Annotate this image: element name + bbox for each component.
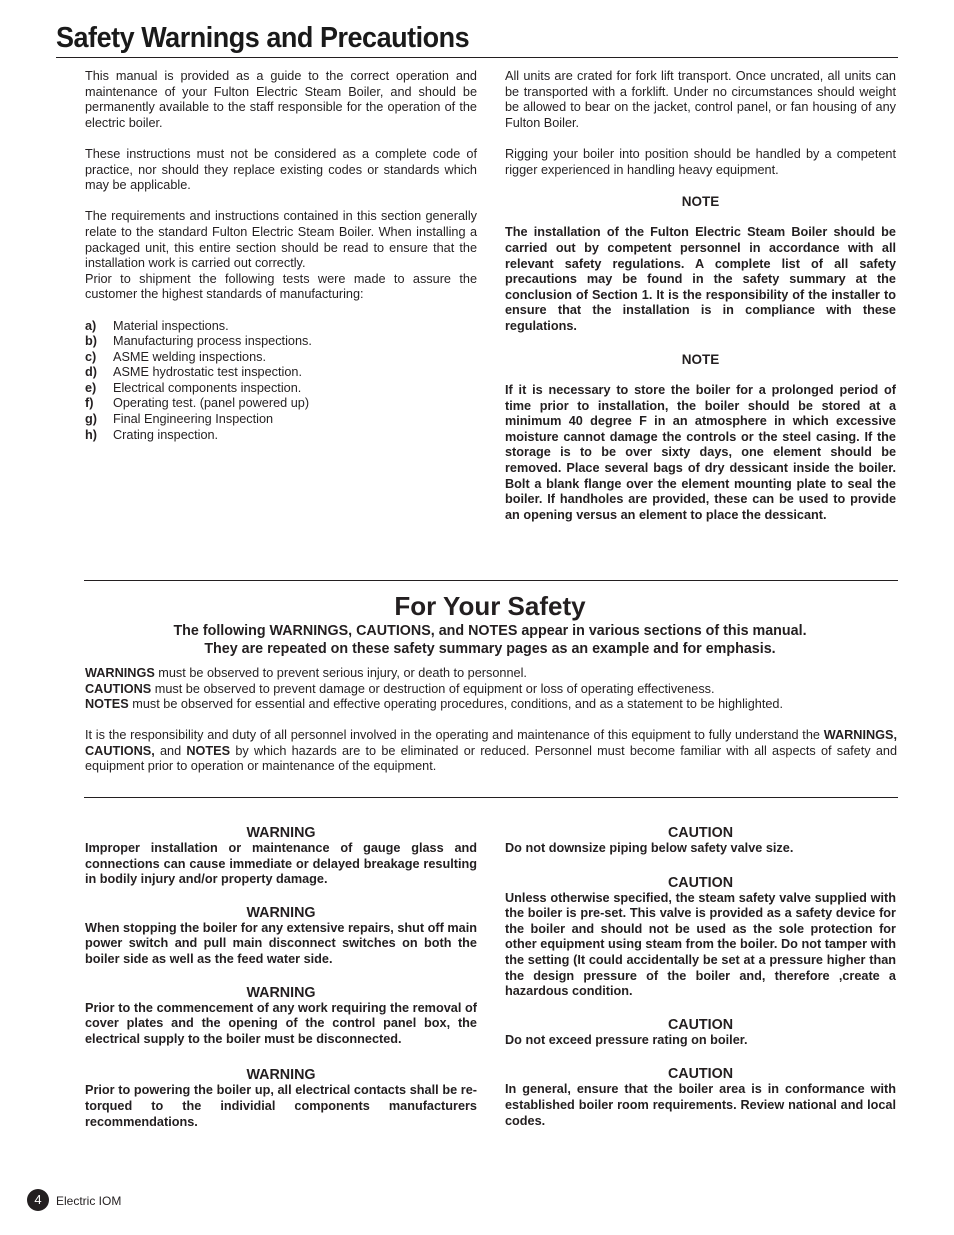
list-item-label: d) (85, 365, 97, 380)
warning-heading: WARNING (246, 1067, 316, 1084)
warnings-definition (85, 666, 897, 682)
list-item-text: Final Engineering Inspection (113, 412, 274, 427)
caution-item (505, 825, 896, 857)
safety-section-title: For Your Safety (394, 591, 586, 621)
intro-right-column (505, 69, 896, 539)
crating-paragraph: All units are crated for fork lift transport. Once uncrated, all units can be transported with a forklift. Under no circumstances should weight be allowed to bear on the jacket, control panel, or fan housing of any Fulton Boiler. (505, 69, 896, 130)
warning-heading: WARNING (246, 825, 316, 841)
list-item-text: ASME welding inspections. (113, 349, 267, 364)
cautions-term: CAUTIONS (85, 681, 152, 696)
warning-body: Prior to the commencement of any work requiring the removal of cover plates and the opening of the control panel box, the electrical supply to the boiler must be disconnected. (85, 1000, 477, 1046)
list-item-text: Operating test. (panel powered up) (113, 396, 310, 411)
storage-note: If it is necessary to store the boiler for a prolonged period of time prior to installation, the boiler should be stored at a minimum 40 degree F in an atmosphere in which excessive moisture cannot damage the controls or the steel casing. If the storage is to be over sixty days, one element should be removed. Place several bags of dry dessicant inside the boiler. Bolt a blank flange over the element mounting plate to seal the boiler. If handholes are provided, these can be used to provide an opening versus an element to place the dessicant. (505, 383, 896, 522)
intro-paragraph-3: The requirements and instructions contained in this section generally relate to the standard Fulton Electric Steam Boiler. When installing a packaged unit, this entire section should be read to ensure that the installation work is carried out correctly. (85, 209, 477, 271)
warning-heading: WARNING (246, 904, 316, 921)
caution-item (505, 875, 896, 1000)
warnings-term: WARNINGS (85, 666, 155, 680)
list-item-text: Material inspections. (113, 318, 229, 333)
caution-body: Do not exceed pressure rating on boiler. (505, 1032, 748, 1047)
tests-list (85, 319, 477, 444)
caution-heading: CAUTION (667, 825, 734, 841)
intro-left-column (85, 69, 477, 443)
list-item-label: f) (85, 396, 94, 411)
caution-heading: CAUTION (667, 874, 734, 891)
intro-paragraph-2: These instructions must not be considered as a complete code of practice, nor should they replace existing codes or standards which may be applicable. (85, 146, 477, 193)
list-item (85, 365, 477, 381)
responsibility-paragraph (85, 728, 897, 775)
list-item (85, 350, 477, 366)
caution-body: Do not downsize piping below safety valve size. (505, 841, 794, 855)
note-heading: NOTE (681, 193, 720, 209)
warning-body: Improper installation or maintenance of gauge glass and connections can cause immediate or delayed breakage resulting in bodily injury and/or property damage. (85, 841, 477, 887)
responsibility-notes-term: NOTES (186, 743, 231, 758)
warning-item (85, 905, 477, 968)
list-item-label: a) (85, 318, 97, 333)
cautions-definition-text: must be observed to prevent damage or destruction of equipment or loss of operating effectiveness. (151, 681, 715, 696)
notes-definition (85, 697, 897, 713)
intro-paragraph-4: Prior to shipment the following tests were made to assure the customer the highest standards of manufacturing: (85, 271, 477, 302)
warnings-column (85, 825, 477, 1130)
warning-item (85, 1067, 477, 1130)
notes-term: NOTES (85, 697, 129, 712)
safety-subtitle-line-1: The following WARNINGS, CAUTIONS, and NOTES appear in various sections of this manual. (173, 623, 807, 639)
safety-bottom-rule (84, 797, 898, 798)
page-number-badge: 4 (27, 1189, 49, 1211)
warnings-definition-text: must be observed to prevent serious injury, or death to personnel. (154, 666, 527, 680)
note-heading: NOTE (681, 351, 720, 367)
caution-item (505, 1017, 896, 1049)
warning-body: Prior to powering the boiler up, all electrical contacts shall be re-torqued to the individial components manufacturers recommendations. (85, 1083, 477, 1129)
safety-top-rule (84, 580, 898, 581)
responsibility-text (85, 728, 897, 775)
header-rule (56, 57, 898, 58)
cautions-column (505, 825, 896, 1129)
safety-subtitle-line-2: They are repeated on these safety summary pages as an example and for emphasis. (204, 641, 776, 657)
list-item-label: b) (85, 334, 97, 349)
warning-body: When stopping the boiler for any extensive repairs, shut off main power switch and pull main disconnect switches on both the boiler side as well as the feed water side. (85, 920, 477, 966)
intro-paragraph-1: This manual is provided as a guide to the correct operation and maintenance of your Fulton Electric Steam Boiler, and should be permanently available to the staff responsible for the operation of the electric boiler. (85, 69, 477, 130)
list-item-label: g) (85, 412, 97, 427)
list-item (85, 381, 477, 397)
warning-heading: WARNING (246, 984, 316, 1001)
list-item-text: ASME hydrostatic test inspection. (113, 365, 302, 380)
footer-label: Electric IOM (56, 1194, 122, 1208)
warning-item (85, 825, 477, 888)
caution-body: Unless otherwise specified, the steam safety valve supplied with the boiler is pre-set. This valve is provided as a safety device for the boiler and should not be used as the sole protection for other equipment using steam from the boiler. Do not tamper with the setting (It could accidentally be set at a pressure higher than the design pressure of the boiler and, therefore ,create a hazardous condition. (505, 890, 896, 999)
cautions-definition (85, 682, 897, 698)
caution-heading: CAUTION (667, 1016, 734, 1033)
responsibility-terms: WARNINGS, CAUTIONS, (85, 728, 897, 758)
list-item (85, 319, 477, 335)
caution-body: In general, ensure that the boiler area is in conformance with established boiler room requirements. Review national and local codes. (505, 1082, 896, 1128)
list-item (85, 428, 477, 444)
list-item-label: c) (85, 349, 97, 364)
list-item-text: Crating inspection. (113, 427, 219, 442)
notes-definition-text: must be observed for essential and effective operating procedures, conditions, and as a statement to be highlighted. (128, 697, 784, 712)
list-item (85, 396, 477, 412)
caution-item (505, 1066, 896, 1129)
list-item-label: e) (85, 380, 97, 395)
responsibility-and: and (154, 743, 187, 758)
list-item-label: h) (85, 427, 97, 442)
responsibility-post: by which hazards are to be eliminated or reduced. Personnel must become familiar with all aspects of safety and equipment prior to operation or maintenance of the equipment. (85, 743, 897, 774)
list-item-text: Electrical components inspection. (113, 380, 302, 395)
responsibility-pre: It is the responsibility and duty of all personnel involved in the operating and maintenance of this equipment to fully understand the (85, 728, 824, 742)
list-item-text: Manufacturing process inspections. (113, 334, 312, 349)
definitions-block (85, 666, 897, 713)
caution-heading: CAUTION (667, 1066, 734, 1083)
page-title: Safety Warnings and Precautions (56, 22, 470, 54)
rigging-paragraph: Rigging your boiler into position should be handled by a competent rigger experienced in handling heavy equipment. (505, 146, 896, 177)
list-item (85, 334, 477, 350)
warning-item (85, 985, 477, 1048)
installation-note: The installation of the Fulton Electric Steam Boiler should be carried out by competent personnel in accordance with all relevant safety regulations. A complete list of all safety precautions may be found in the safety summary at the conclusion of Section 1. It is the responsibility of the installer to ensure that the installation is in compliance with these regulations. (505, 225, 896, 333)
list-item (85, 412, 477, 428)
